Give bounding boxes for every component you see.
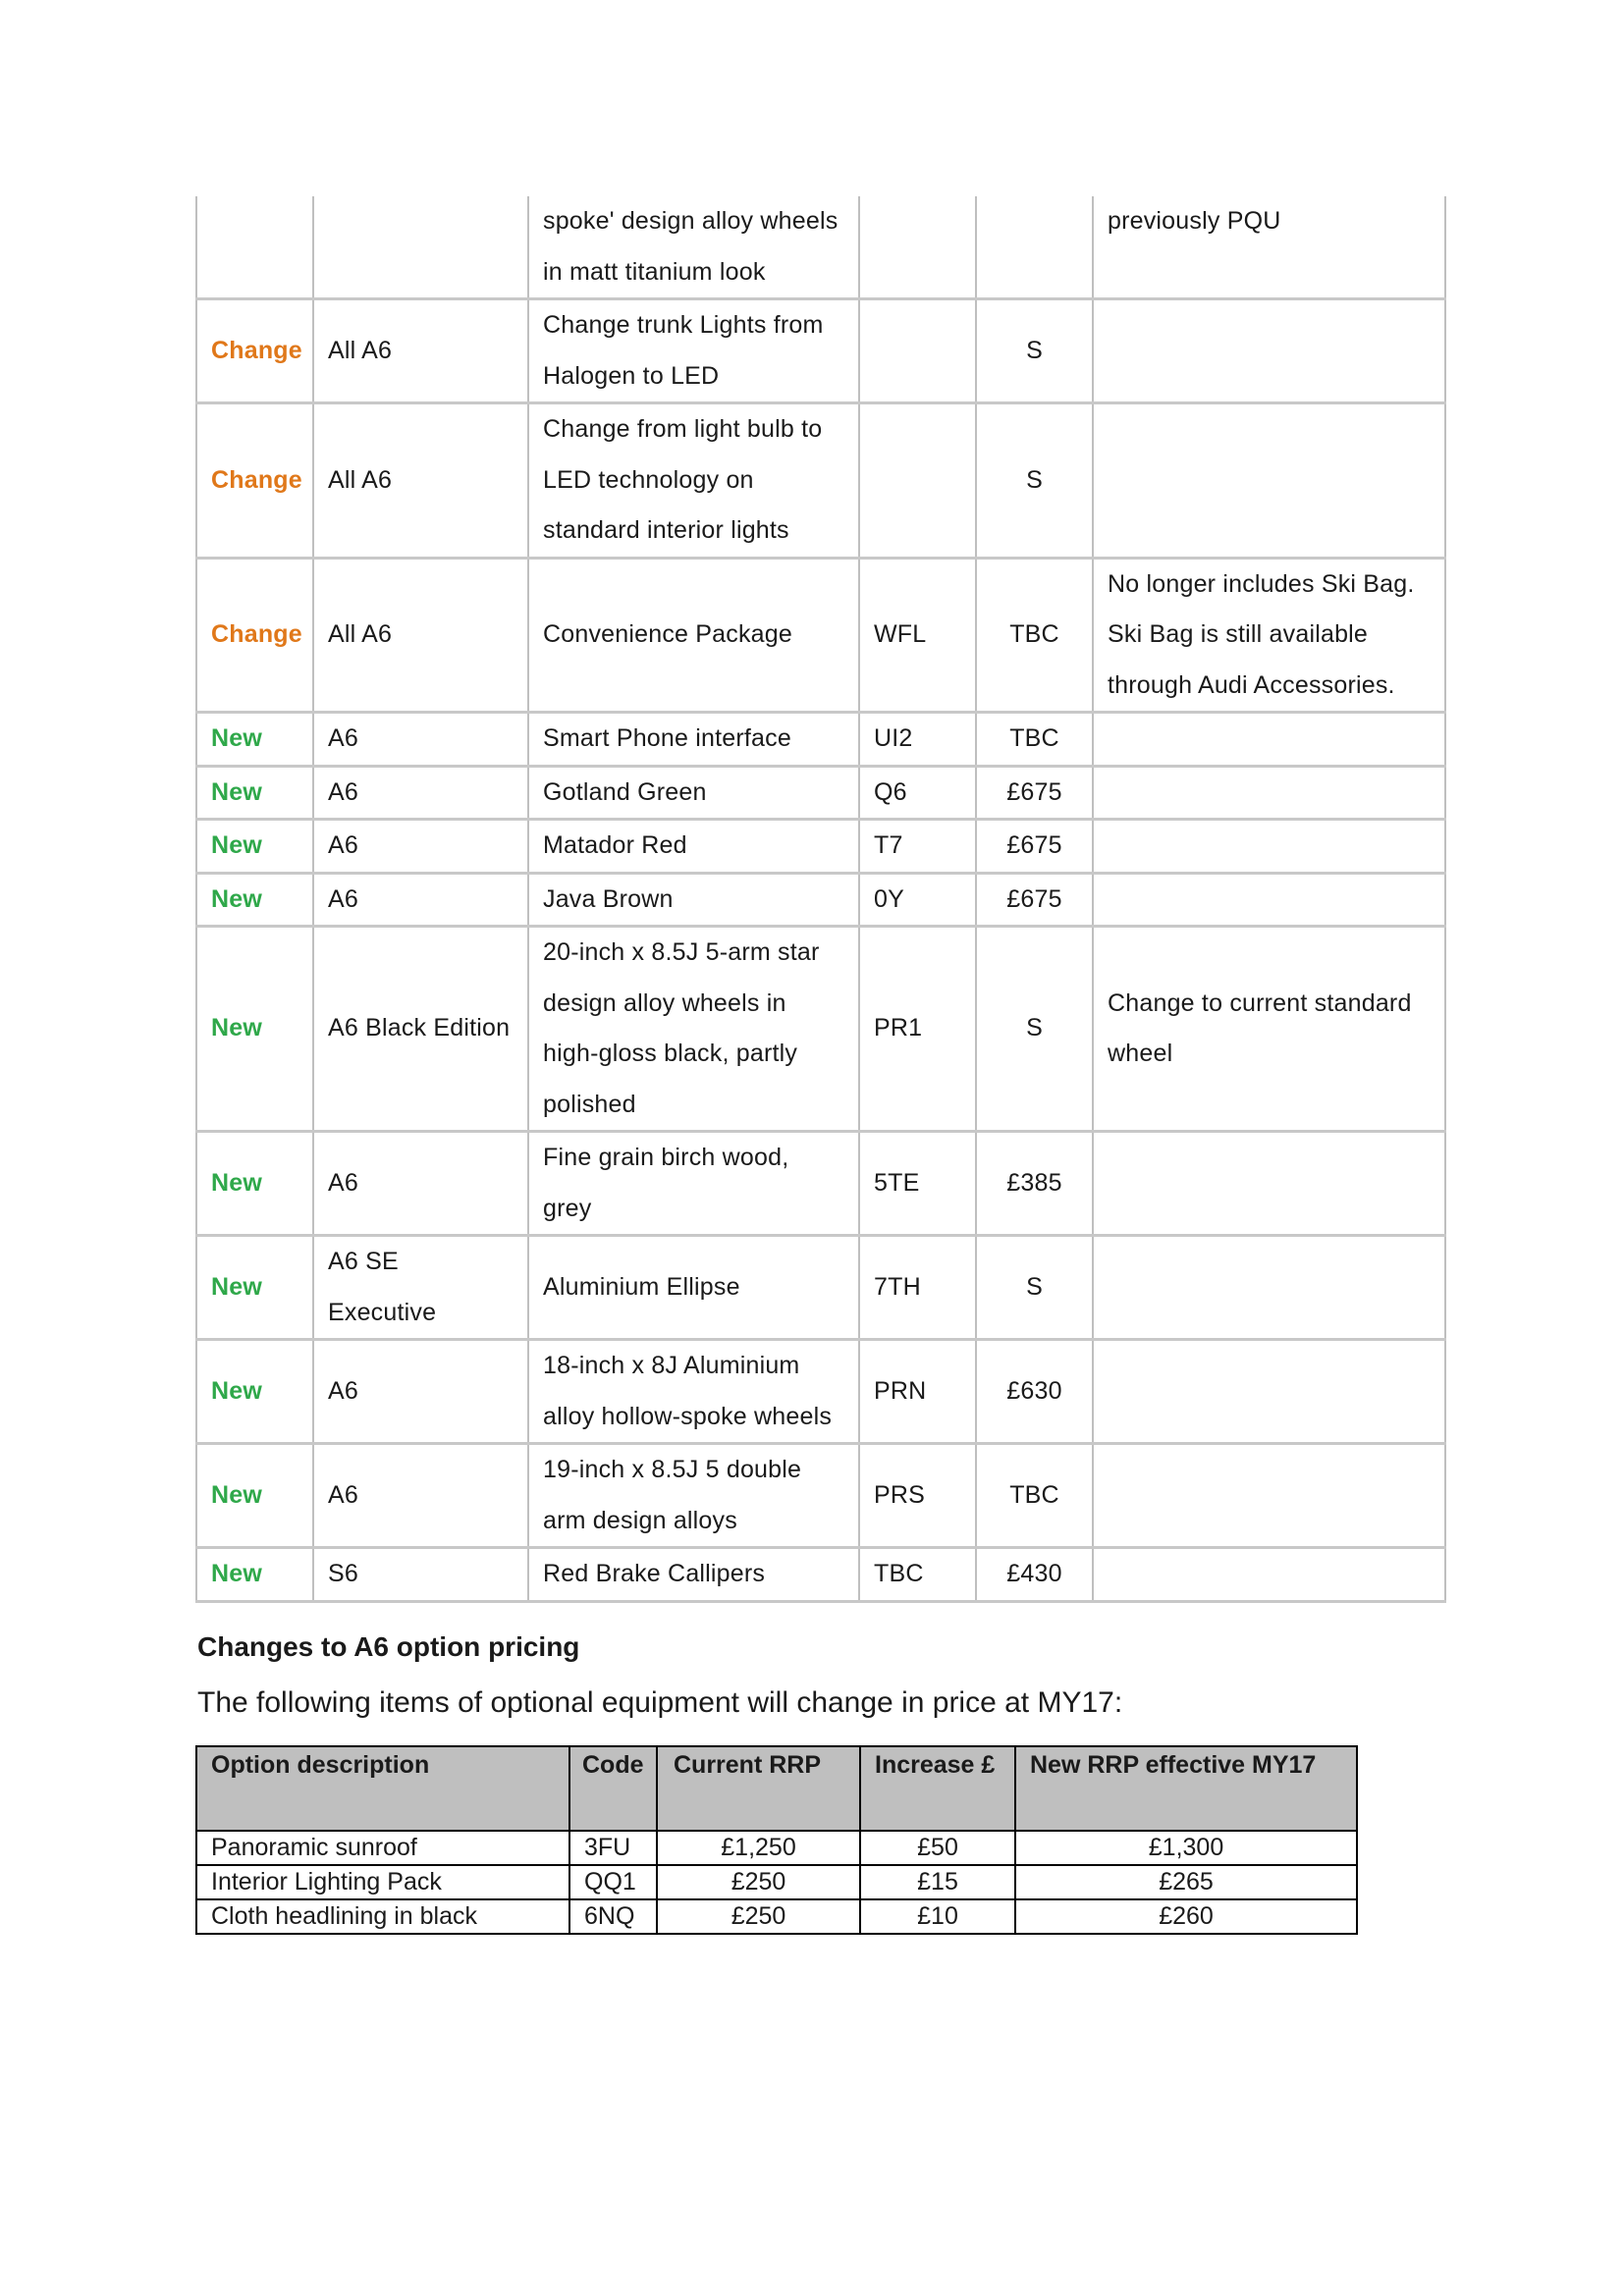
price-table-row bbox=[196, 1899, 1357, 1934]
options-table-row bbox=[196, 820, 1445, 874]
notes bbox=[1093, 820, 1445, 874]
option-description bbox=[528, 1340, 859, 1444]
options-table-row bbox=[196, 766, 1445, 820]
section-title: Changes to A6 option pricing bbox=[197, 1631, 580, 1662]
option-description-line: arm design alloys bbox=[543, 1506, 737, 1534]
option-description bbox=[528, 1236, 859, 1340]
option-code bbox=[859, 299, 976, 403]
status-label: New bbox=[196, 1236, 313, 1340]
option-code: T7 bbox=[859, 820, 976, 874]
status-label: New bbox=[196, 766, 313, 820]
model: A6 bbox=[313, 873, 528, 927]
model: A6 Black Edition bbox=[313, 927, 528, 1132]
status-label: New bbox=[196, 713, 313, 767]
status-label: New bbox=[196, 927, 313, 1132]
model bbox=[313, 196, 528, 299]
model: A6 SE Executive bbox=[313, 1236, 528, 1340]
option-description-line: LED technology on bbox=[543, 465, 754, 494]
model: A6 bbox=[313, 766, 528, 820]
option-description-line: standard interior lights bbox=[543, 516, 789, 544]
options-table-row bbox=[196, 403, 1445, 559]
notes bbox=[1093, 196, 1445, 299]
options-table-row bbox=[196, 873, 1445, 927]
model: A6 bbox=[313, 713, 528, 767]
options-table-row bbox=[196, 1444, 1445, 1548]
option-description-line: Convenience Package bbox=[543, 620, 792, 648]
notes-line: through Audi Accessories. bbox=[1108, 670, 1395, 699]
price bbox=[976, 196, 1093, 299]
header-option-description: Option description bbox=[196, 1746, 569, 1831]
option-description-line: Matador Red bbox=[543, 831, 687, 859]
option-description: Interior Lighting Pack bbox=[196, 1865, 569, 1899]
status-label: New bbox=[196, 1340, 313, 1444]
price-table-header-row bbox=[196, 1746, 1357, 1831]
model: A6 bbox=[313, 820, 528, 874]
price: TBC bbox=[976, 1444, 1093, 1548]
price-table-row bbox=[196, 1831, 1357, 1865]
status-label: New bbox=[196, 820, 313, 874]
price: TBC bbox=[976, 713, 1093, 767]
price-table bbox=[195, 1745, 1358, 1935]
option-description-line: high-gloss black, partly bbox=[543, 1040, 798, 1067]
option-description bbox=[528, 820, 859, 874]
option-code: WFL bbox=[859, 558, 976, 713]
option-description bbox=[528, 1132, 859, 1236]
header-current-rrp: Current RRP bbox=[657, 1746, 860, 1831]
model: S6 bbox=[313, 1548, 528, 1602]
option-description-line: Gotland Green bbox=[543, 777, 707, 806]
increase: £10 bbox=[860, 1899, 1015, 1934]
option-description-line: Red Brake Callipers bbox=[543, 1560, 766, 1587]
model: A6 bbox=[313, 1444, 528, 1548]
notes bbox=[1093, 1444, 1445, 1548]
increase: £50 bbox=[860, 1831, 1015, 1865]
new-rrp: £1,300 bbox=[1015, 1831, 1357, 1865]
option-description: Cloth headlining in black bbox=[196, 1899, 569, 1934]
options-table-row bbox=[196, 1236, 1445, 1340]
options-table-row bbox=[196, 1340, 1445, 1444]
status-label: New bbox=[196, 873, 313, 927]
price: TBC bbox=[976, 558, 1093, 713]
option-code: 3FU bbox=[569, 1831, 657, 1865]
option-description bbox=[528, 1548, 859, 1602]
price: £675 bbox=[976, 873, 1093, 927]
price: S bbox=[976, 1236, 1093, 1340]
option-description bbox=[528, 766, 859, 820]
price: £630 bbox=[976, 1340, 1093, 1444]
option-description bbox=[528, 196, 859, 299]
model: A6 bbox=[313, 1132, 528, 1236]
option-description bbox=[528, 927, 859, 1132]
option-description-line: alloy hollow-spoke wheels bbox=[543, 1402, 833, 1430]
notes bbox=[1093, 1132, 1445, 1236]
notes bbox=[1093, 927, 1445, 1132]
notes bbox=[1093, 558, 1445, 713]
option-code bbox=[859, 403, 976, 559]
option-code: 0Y bbox=[859, 873, 976, 927]
notes bbox=[1093, 873, 1445, 927]
notes bbox=[1093, 1236, 1445, 1340]
option-description bbox=[528, 1444, 859, 1548]
status-label: Change bbox=[196, 299, 313, 403]
notes bbox=[1093, 1548, 1445, 1602]
options-table-row bbox=[196, 196, 1445, 299]
options-table-row bbox=[196, 299, 1445, 403]
price: £430 bbox=[976, 1548, 1093, 1602]
option-code: 5TE bbox=[859, 1132, 976, 1236]
header-increase: Increase £ bbox=[860, 1746, 1015, 1831]
option-description bbox=[528, 403, 859, 559]
option-description-line: in matt titanium look bbox=[543, 257, 766, 286]
option-description: Panoramic sunroof bbox=[196, 1831, 569, 1865]
option-code: QQ1 bbox=[569, 1865, 657, 1899]
increase: £15 bbox=[860, 1865, 1015, 1899]
status-label bbox=[196, 196, 313, 299]
price: S bbox=[976, 299, 1093, 403]
status-label: New bbox=[196, 1548, 313, 1602]
notes-line: No longer includes Ski Bag. bbox=[1108, 569, 1415, 598]
notes bbox=[1093, 299, 1445, 403]
options-table-row bbox=[196, 1548, 1445, 1602]
option-description-line: Change trunk Lights from bbox=[543, 311, 824, 339]
current-rrp: £250 bbox=[657, 1865, 860, 1899]
option-code: PRS bbox=[859, 1444, 976, 1548]
price-table-row bbox=[196, 1865, 1357, 1899]
option-code: Q6 bbox=[859, 766, 976, 820]
current-rrp: £1,250 bbox=[657, 1831, 860, 1865]
price: £675 bbox=[976, 766, 1093, 820]
option-description-line: Change from light bulb to bbox=[543, 415, 823, 443]
option-description-line: Smart Phone interface bbox=[543, 724, 791, 752]
option-description-line: 18-inch x 8J Aluminium bbox=[543, 1352, 800, 1379]
option-description-line: Aluminium Ellipse bbox=[543, 1272, 740, 1301]
options-table-row bbox=[196, 558, 1445, 713]
header-new-rrp: New RRP effective MY17 bbox=[1015, 1746, 1357, 1831]
option-description bbox=[528, 873, 859, 927]
option-description bbox=[528, 713, 859, 767]
section-intro: The following items of optional equipment will change in price at MY17: bbox=[197, 1686, 1123, 1719]
price: £675 bbox=[976, 820, 1093, 874]
option-code: 7TH bbox=[859, 1236, 976, 1340]
options-table-row bbox=[196, 713, 1445, 767]
option-description-line: 19-inch x 8.5J 5 double bbox=[543, 1456, 802, 1483]
current-rrp: £250 bbox=[657, 1899, 860, 1934]
new-rrp: £265 bbox=[1015, 1865, 1357, 1899]
model: All A6 bbox=[313, 299, 528, 403]
option-description bbox=[528, 299, 859, 403]
price: £385 bbox=[976, 1132, 1093, 1236]
price: S bbox=[976, 403, 1093, 559]
model: All A6 bbox=[313, 558, 528, 713]
options-table bbox=[195, 196, 1446, 1603]
notes bbox=[1093, 766, 1445, 820]
option-description-line: polished bbox=[543, 1090, 636, 1118]
option-description-line: design alloy wheels in bbox=[543, 988, 786, 1017]
notes-line: Change to current standard bbox=[1108, 988, 1412, 1017]
option-code: TBC bbox=[859, 1548, 976, 1602]
option-code: PR1 bbox=[859, 927, 976, 1132]
notes-line: Ski Bag is still available bbox=[1108, 620, 1369, 648]
option-description-line: spoke' design alloy wheels bbox=[543, 207, 839, 235]
option-description-line: Java Brown bbox=[543, 884, 674, 913]
option-description bbox=[528, 558, 859, 713]
option-code: 6NQ bbox=[569, 1899, 657, 1934]
status-label: Change bbox=[196, 403, 313, 559]
options-table-row bbox=[196, 927, 1445, 1132]
option-description-line: 20-inch x 8.5J 5-arm star bbox=[543, 938, 820, 966]
header-code: Code bbox=[569, 1746, 657, 1831]
new-rrp: £260 bbox=[1015, 1899, 1357, 1934]
status-label: New bbox=[196, 1444, 313, 1548]
status-label: New bbox=[196, 1132, 313, 1236]
option-description-line: grey bbox=[543, 1194, 592, 1222]
notes-line: previously PQU bbox=[1108, 207, 1281, 235]
option-description-line: Halogen to LED bbox=[543, 361, 720, 390]
notes bbox=[1093, 713, 1445, 767]
model: A6 bbox=[313, 1340, 528, 1444]
notes bbox=[1093, 1340, 1445, 1444]
option-description-line: Fine grain birch wood, bbox=[543, 1144, 789, 1171]
price: S bbox=[976, 927, 1093, 1132]
option-code bbox=[859, 196, 976, 299]
options-table-row bbox=[196, 1132, 1445, 1236]
option-code: UI2 bbox=[859, 713, 976, 767]
options-table-body bbox=[196, 196, 1445, 1601]
status-label: Change bbox=[196, 558, 313, 713]
notes bbox=[1093, 403, 1445, 559]
option-code: PRN bbox=[859, 1340, 976, 1444]
notes-line: wheel bbox=[1108, 1040, 1173, 1067]
model: All A6 bbox=[313, 403, 528, 559]
